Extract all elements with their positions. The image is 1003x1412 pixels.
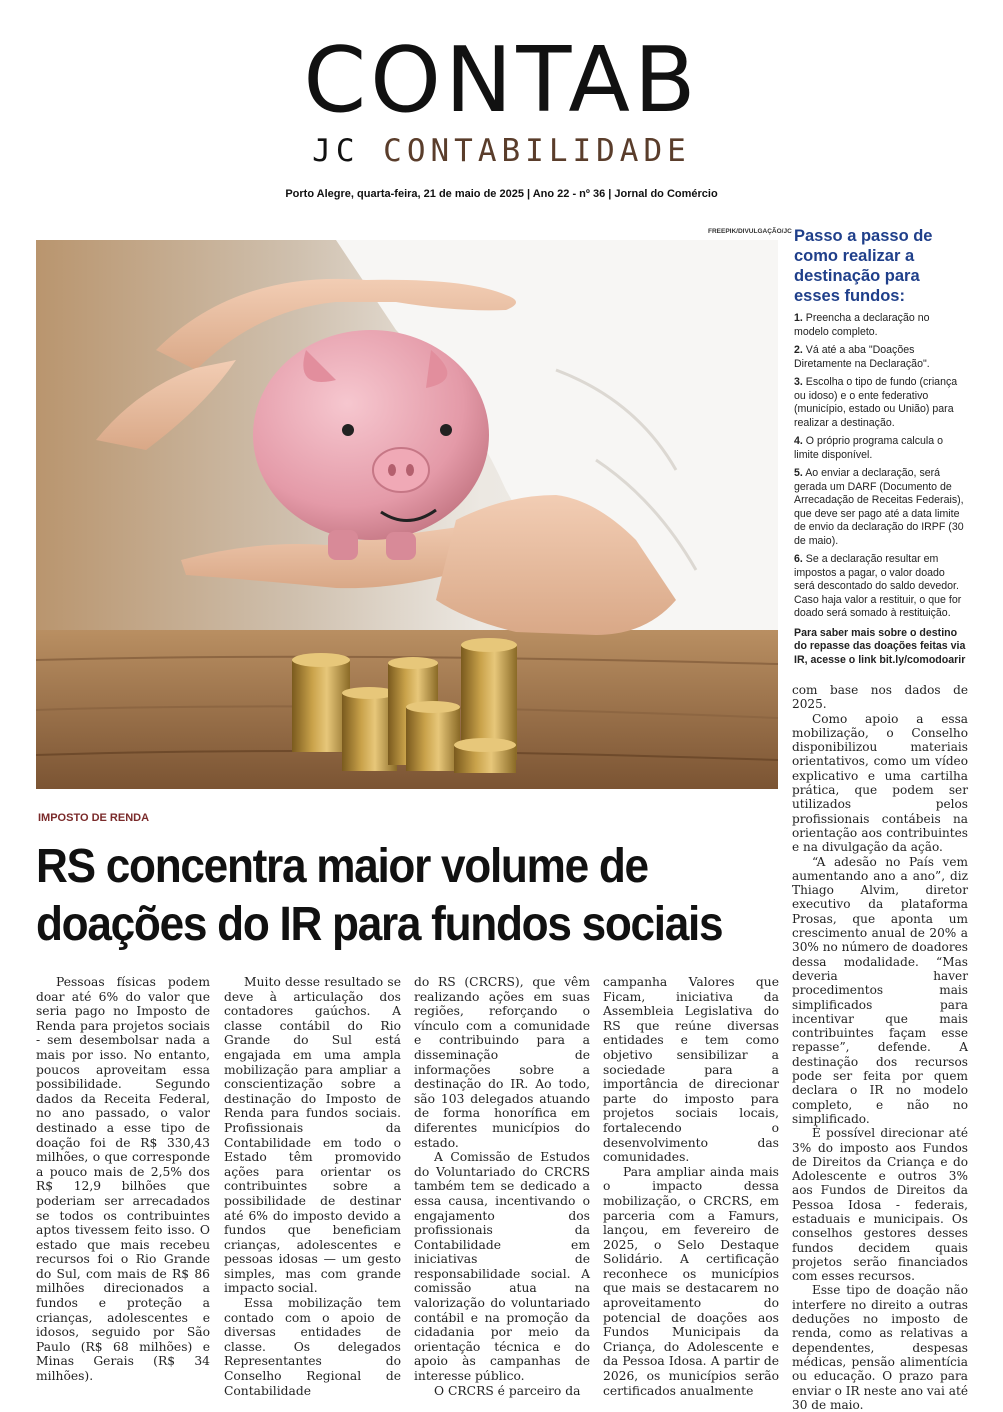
step-number: 5.: [794, 467, 803, 479]
masthead-logo: CONTAB: [303, 28, 700, 133]
step-text: Preencha a declaração no modelo completo.: [794, 312, 930, 338]
article-headline: RS concentra maior volume de doações do IR para fundos sociais: [36, 840, 723, 951]
step-number: 6.: [794, 553, 803, 565]
paragraph: O CRCRS é parceiro da: [434, 1383, 581, 1398]
dateline: Porto Alegre, quarta-feira, 21 de maio de 2025 | Ano 22 - nº 36 | Jornal do Comércio: [285, 188, 718, 200]
step-text: Se a declaração resultar em impostos a pagar, o valor doado será descontado do saldo devedor. Caso haja valor a restituir, o que for doado será somado à restituição.: [794, 553, 962, 619]
step-number: 3.: [794, 376, 803, 388]
step-5: [794, 467, 966, 548]
step-text: Escolha o tipo de fundo (criança ou idoso) e o ente federativo (município, estado ou União) para realizar a destinação.: [794, 376, 958, 429]
paragraph: Para ampliar ainda mais o impacto dessa mobilização, o CRCRS, em parceria com a Famurs, lançou, em fevereiro de 2025, o Selo Destaque Solidário. A certificação reconhece os municípios que mais se destacarem no aproveitamento do potencial de doações aos Fundos Municipais da Criança, do Adolescente e da Pessoa Idosa. A partir de 2026, os municípios serão certificados anualmente: [603, 1164, 779, 1398]
article-column-2: [224, 975, 401, 1398]
article-rubric: IMPOSTO DE RENDA: [38, 812, 150, 824]
paragraph: Esse tipo de doação não interfere no direito a outras deduções no imposto de renda, como as relativas a dependentes, despesas médicas, pensão alimentícia ou educação. O prazo para enviar o IR neste ano vai até 30 de maio.: [792, 1283, 968, 1412]
paragraph: Pessoas físicas podem doar até 6% do valor que seria pago no Imposto de Renda para projetos sociais - sem desembolsar nada a mais por isso. No entanto, poucos aproveitam essa possibilidade. Segundo dados da Receita Federal, no ano passado, o valor destinado a esse tipo de doação foi de R$ 330,43 milhões, o que corresponde a pouco mais de 2,5% dos R$ 12,9 bilhões que poderiam ser arrecadados se todos os contribuintes aptos tivessem feito isso. O estado que mais recebeu recursos foi o Rio Grande do Sul, com mais de R$ 86 milhões direcionados a fundos e proteção a crianças, adolescentes e idosos, seguido por São Paulo (R$ 68 milhões) e Minas Gerais (R$ 34 milhões).: [36, 975, 210, 1384]
paragraph: A Comissão de Estudos do Voluntariado do CRCRS também tem se dedicado a essa causa, incentivando o engajamento dos profissionais da Contabilidade em iniciativas de responsabilidade social. A comissão atua na valorização do voluntariado contábil e na promoção da cidadania por meio da orientação técnica e do apoio às campanhas de interesse público.: [414, 1150, 590, 1384]
paragraph: do RS (CRCRS), que vêm realizando ações em suas regiões, reforçando o vínculo com a comunidade e contribuindo para a disseminação de informações sobre a destinação do IR. Ao todo, são 103 delegados atuando de forma honorífica em diferentes municípios do estado.: [414, 975, 590, 1150]
article-column-5: [792, 683, 968, 1412]
sidebar-more-info: Para saber mais sobre o destino do repasse das doações feitas via IR, acesse o link bit.ly/comodoarir: [794, 626, 966, 666]
step-3: [794, 376, 966, 430]
article-column-1: [36, 975, 210, 1384]
step-text: Vá até a aba "Doações Diretamente na Declaração".: [794, 344, 930, 370]
article-column-4: [603, 975, 779, 1398]
step-2: [794, 344, 966, 371]
step-4: [794, 435, 966, 462]
sidebar-title: Passo a passo de como realizar a destinação para esses fundos:: [794, 227, 933, 305]
paragraph: com base nos dados de 2025.: [792, 683, 968, 712]
paragraph: campanha Valores que Ficam, iniciativa da Assembleia Legislativa do RS que reúne diversas entidades e tem como objetivo sensibilizar a sociedade para a importância de direcionar parte do imposto para projetos sociais locais, fortalecendo o desenvolvimento das comunidades.: [603, 975, 779, 1165]
masthead-sub-jc: JC: [312, 133, 360, 169]
sidebar-steps: [794, 226, 966, 667]
step-number: 2.: [794, 344, 803, 356]
masthead-subtitle: [0, 133, 1003, 169]
step-text: O próprio programa calcula o limite disponível.: [794, 435, 943, 461]
paragraph: Muito desse resultado se deve à articulação dos contadores gaúchos. A classe contábil do Rio Grande do Sul está engajada em uma ampla mobilização para ampliar a conscientização sobre a destinação do Imposto de Renda para fundos sociais. Profissionais da Contabilidade em todo o Estado têm promovido ações para orientar os contribuintes sobre a possibilidade de destinar até 6% do imposto devido a fundos que beneficiam crianças, adolescentes e pessoas idosas — um gesto simples, mas com grande impacto social.: [224, 975, 401, 1296]
step-number: 4.: [794, 435, 803, 447]
step-1: [794, 312, 966, 339]
step-number: 1.: [794, 312, 803, 324]
step-6: [794, 553, 966, 621]
photo-piggy-bank: [36, 240, 778, 789]
paragraph: “A adesão no País vem aumentando ano a ano”, diz Thiago Alvim, diretor executivo da plataforma Prosas, que aponta um crescimento anual de 20% a 30% no número de doadores dessa modalidade. “Mas deveria haver procedimentos mais simplificados para incentivar que mais contribuintes façam esse repasse”, defende. A destinação dos recursos pode ser feita por quem declara o IR no modelo completo, e não no simplificado.: [792, 854, 968, 1126]
paragraph: Essa mobilização tem contado com o apoio de diversas entidades de classe. Os delegados Representantes do Conselho Regional de Contabilidade: [224, 1296, 401, 1398]
paragraph: É possível direcionar até 3% do imposto aos Fundos de Direitos da Criança e do Adolescente e outros 3% aos Fundos de Direitos da Pessoa Idosa - federais, estaduais e municipais. Os conselhos gestores desses fundos decidem quais projetos serão financiados com esses recursos.: [792, 1126, 968, 1284]
paragraph: Como apoio a essa mobilização, o Conselho disponibilizou materiais orientativos, como um vídeo explicativo e uma cartilha prática, que podem ser utilizados pelos profissionais contábeis na orientação aos contribuintes e na divulgação da ação.: [792, 711, 968, 855]
article-column-3: [414, 975, 590, 1398]
masthead-sub-rest: CONTABILIDADE: [383, 133, 691, 169]
photo-credit: FREEPIK/DIVULGAÇÃO/JC: [708, 228, 792, 235]
step-text: Ao enviar a declaração, será gerada um DARF (Documento de Arrecadação de Receitas Federais), que deve ser pago até a data limite de envio da declaração do IRPF (30 de maio).: [794, 467, 964, 547]
